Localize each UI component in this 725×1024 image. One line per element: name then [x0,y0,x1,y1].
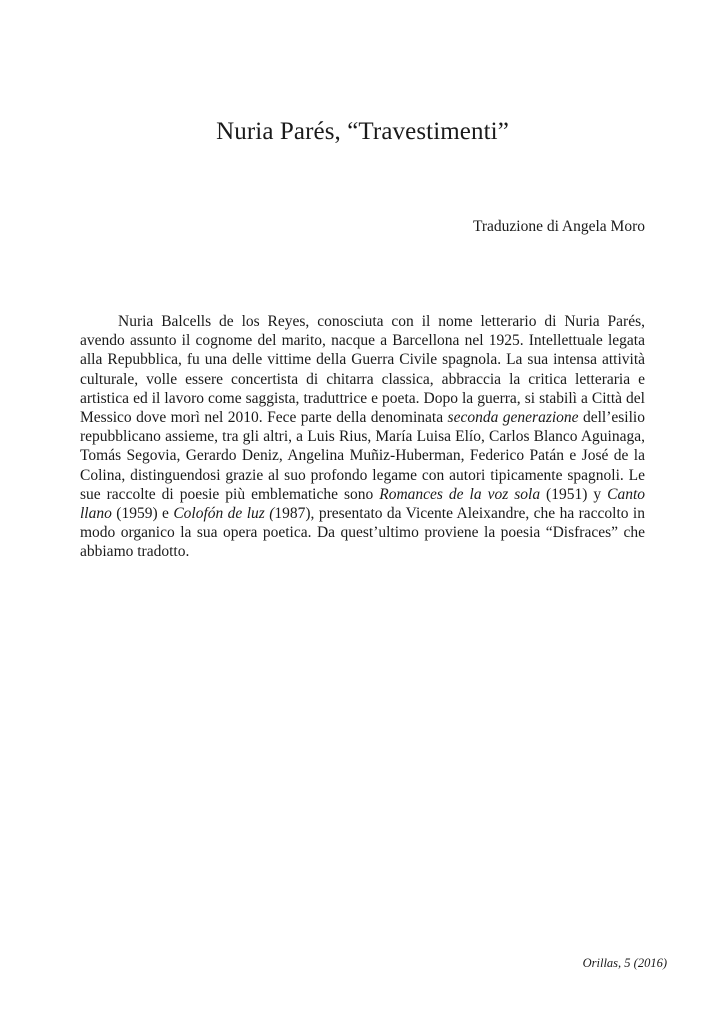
intro-paragraph [80,312,645,562]
page-title: Nuria Parés, “Travestimenti” [216,118,509,145]
journal-footer: Orillas, 5 (2016) [582,956,667,970]
paragraph-text: (1951) y [540,485,608,503]
paragraph-text: 1987), presentato da Vicente Aleixandre, che ha raccolto in modo organico la sua opera poetica. Da quest’ultimo proviene la poesia “Disfraces” che abbiamo tradotto. [80,505,645,561]
paragraph-text: (1959) e [111,505,174,523]
translator-credit: Traduzione di Angela Moro [472,218,645,235]
paragraph-text: Nuria Balcells de los Reyes, conosciuta con il nome letterario di Nuria Parés, avendo assunto il cognome del marito, nacque a Barcellona nel 1925. Intellettuale legata alla Repubblica, fu una delle vittime della Guerra Civile spagnola. La sua intensa attività culturale, volle essere concertista di chitarra classica, abbraccia la critica letteraria e artistica ed il lavoro come saggista, traduttrice e poeta. Dopo la guerra, si stabilì a Città del Messico dove morì nel 2010. Fece parte della denominata [80,313,645,427]
paragraph-text: dell’esilio repubblicano assieme, tra gli altri, a Luis Rius, María Luisa Elío, Carlos Blanco Aguinaga, Tomás Segovia, Gerardo Deniz, Angelina Muñiz-Huberman, Federico Patán e José de la Colina, distinguendosi grazie al suo profondo legame con autori tipicamente spagnoli. Le sue raccolte di poesie più emblematiche sono [80,409,645,503]
book-title: Romances de la voz sola [379,485,541,503]
italic-term: seconda generazione [447,409,579,427]
book-title: Canto llano [80,485,646,523]
book-title: Colofón de luz ( [173,505,275,523]
